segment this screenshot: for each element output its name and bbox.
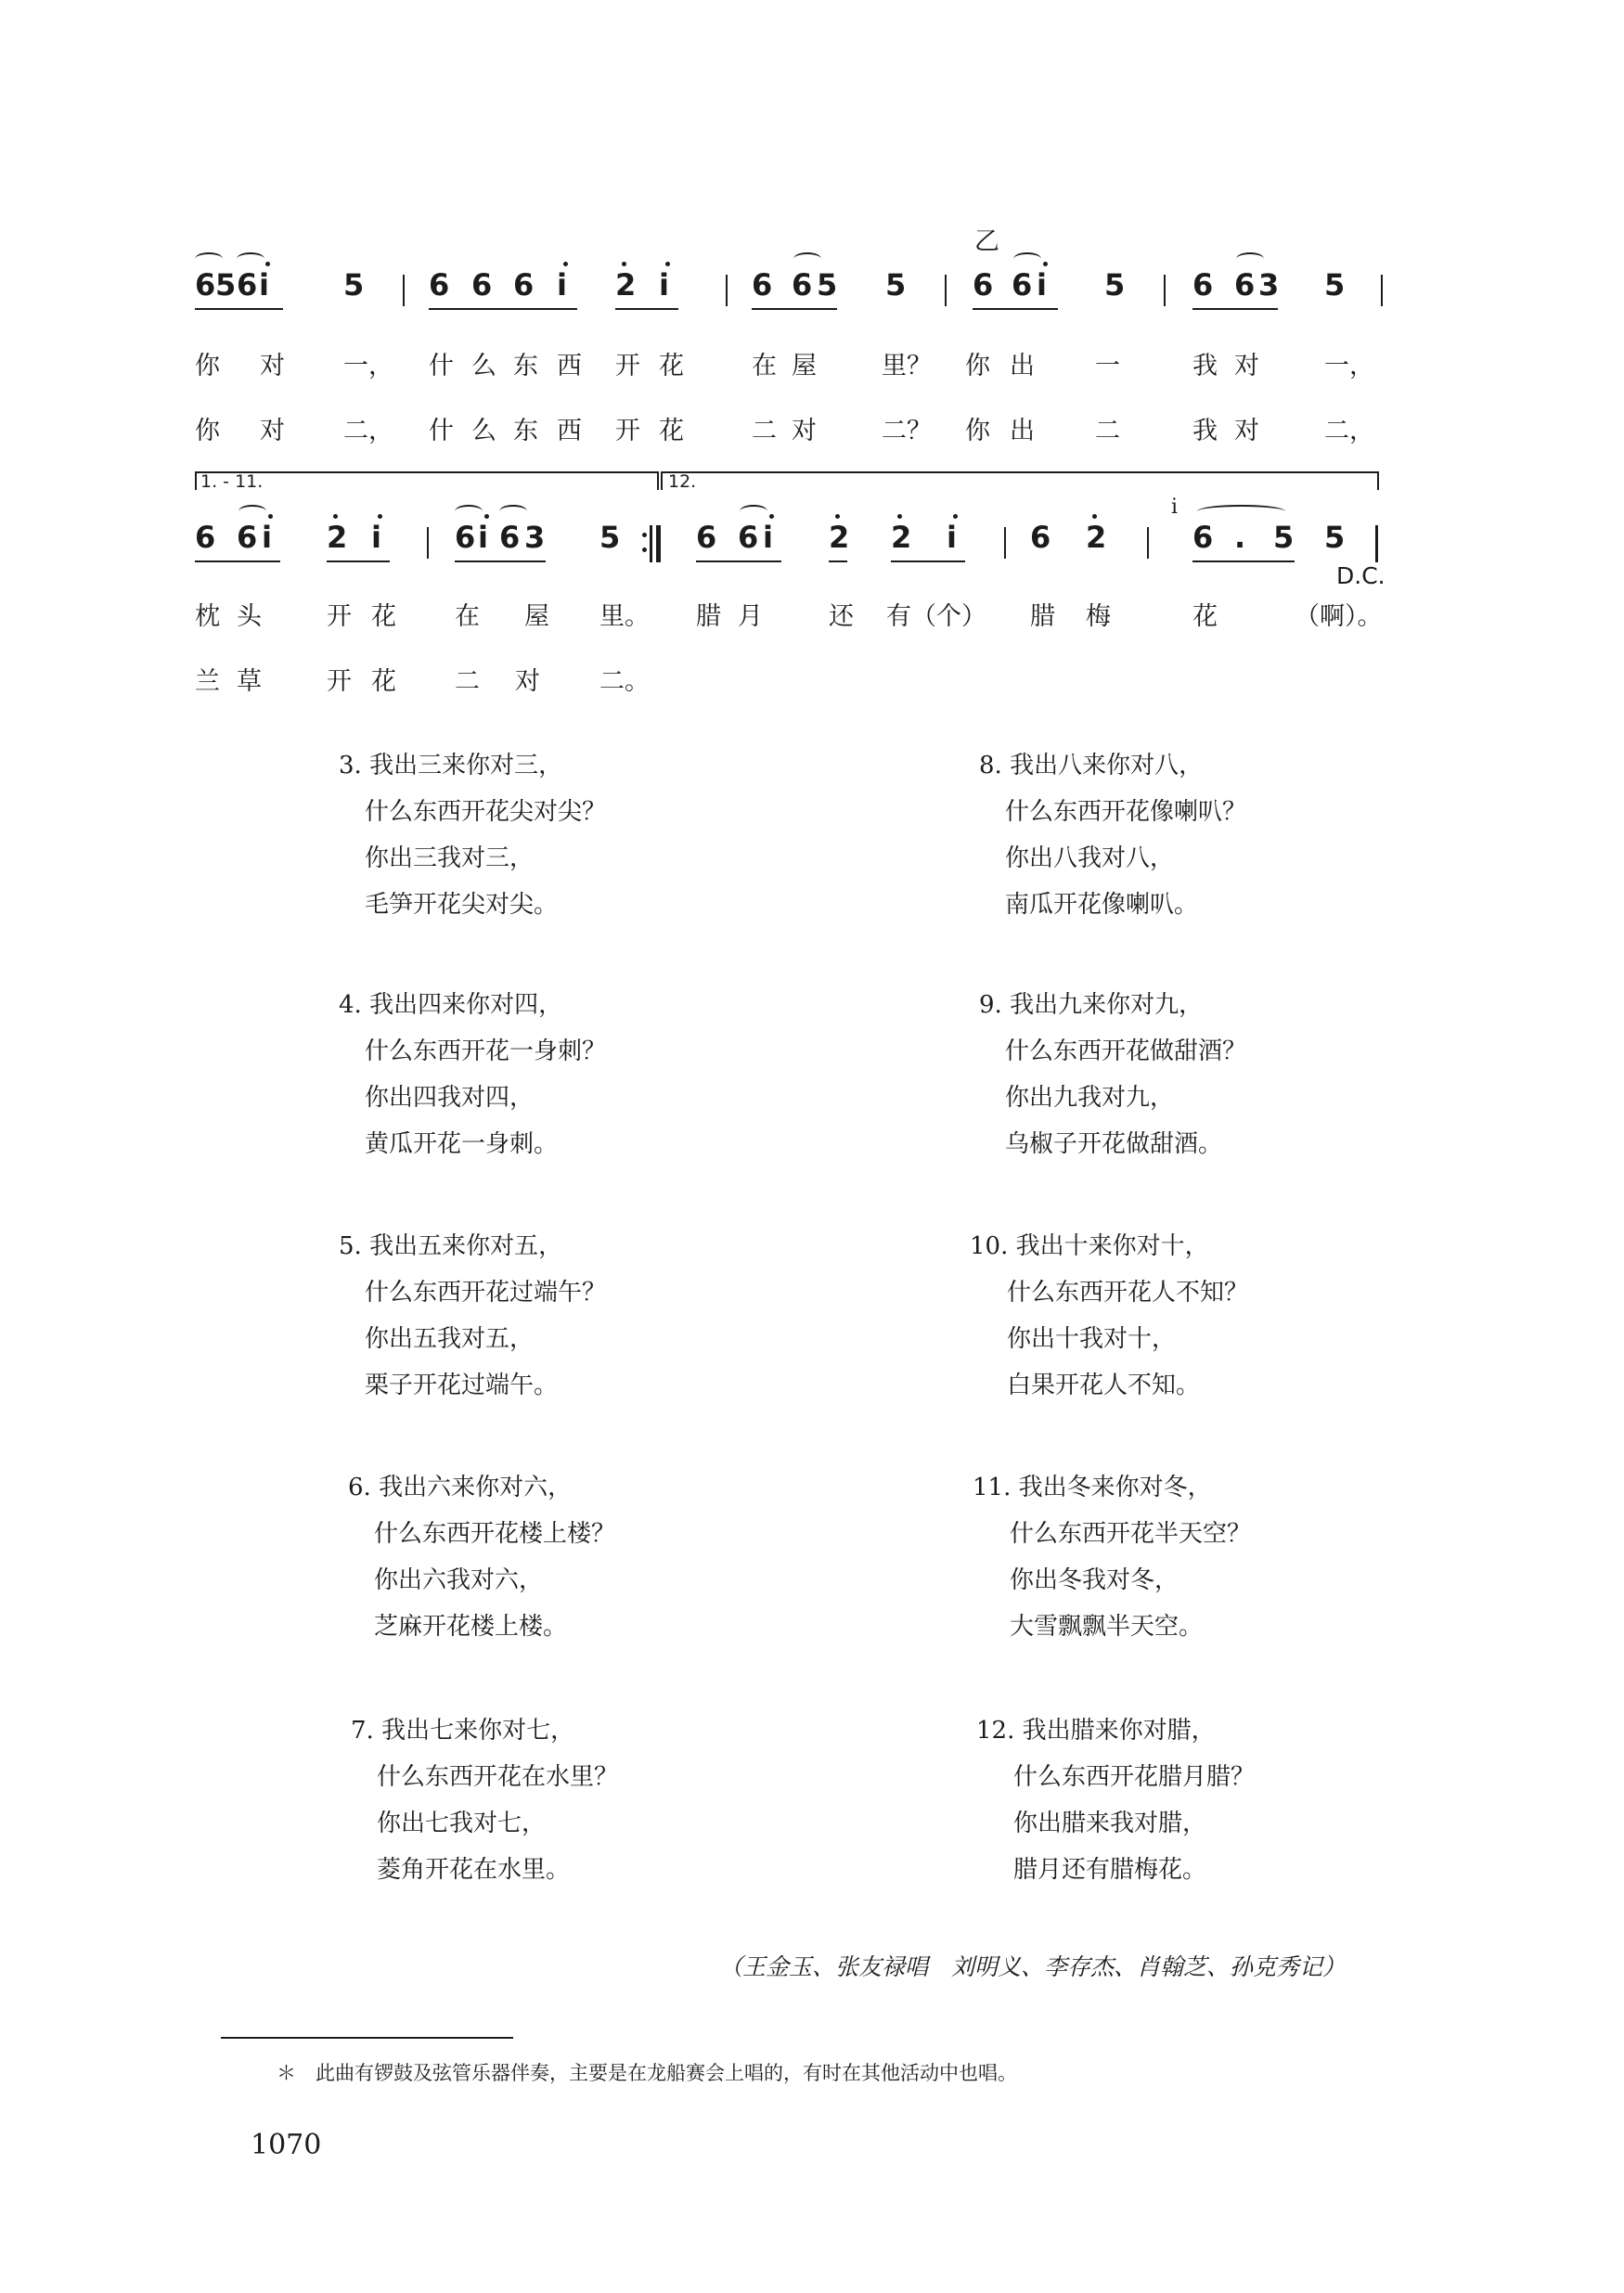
note: 6 (1012, 267, 1033, 303)
verse-line: 12. 我出腊来你对腊， (976, 1717, 1216, 1745)
note: 5 (1324, 267, 1346, 303)
lyric: 东 (513, 352, 538, 380)
barline (1381, 275, 1383, 306)
lyric: 花 (371, 667, 396, 696)
lyric: 花 (1192, 602, 1218, 631)
lyric: 腊 (1030, 602, 1055, 631)
lyric: 二， (1324, 417, 1374, 445)
verse-6 (348, 1464, 615, 1650)
beam-line (195, 560, 280, 562)
lyric: 对 (260, 352, 285, 380)
performer-credit: （王金玉、张友禄唱 刘明义、李存杰、肖翰芝、孙克秀记） (719, 1953, 1347, 1980)
repeat-dot (642, 533, 647, 537)
lyrics-line-2a (0, 596, 1624, 661)
lyric: （啊）。 (1295, 602, 1383, 631)
note: i (478, 520, 488, 555)
verse-line: 你出六我对六， (374, 1566, 544, 1594)
note: 2 (1086, 520, 1107, 555)
verse-line: 8. 我出八来你对八， (979, 752, 1204, 779)
note: 6 (195, 520, 216, 555)
lyric: 二？ (882, 417, 932, 445)
lyric: 兰 (195, 667, 220, 696)
note: i (1037, 267, 1047, 303)
verse-line: 你出八我对八， (1005, 844, 1175, 872)
note: 5 (599, 520, 621, 555)
slur (1013, 252, 1041, 265)
lyrics-line-2b (0, 661, 1624, 726)
slur (238, 505, 266, 518)
barline (945, 275, 947, 306)
lyric: 里。 (599, 602, 650, 631)
note: i (262, 520, 272, 555)
final-barline (1375, 525, 1378, 562)
verse-line: 10. 我出十来你对十， (970, 1232, 1209, 1260)
barline (1004, 527, 1006, 559)
lyric: 一， (1324, 352, 1374, 380)
lyric: 我 (1192, 352, 1218, 380)
score-line-1 (0, 227, 1624, 332)
verse-line: 4. 我出四来你对四， (339, 991, 563, 1019)
octave-dot (1092, 514, 1097, 519)
verse-line: 你出冬我对冬， (1010, 1566, 1179, 1594)
verse-line: 白果开花人不知。 (1007, 1372, 1201, 1399)
verse-line: 什么东西开花人不知？ (1007, 1279, 1249, 1307)
lyric: 出 (1010, 352, 1035, 380)
beam-line (1192, 560, 1295, 562)
verse-line: 你出三我对三， (365, 844, 535, 872)
beam-line (195, 308, 283, 310)
verse-line: 乌椒子开花做甜酒。 (1005, 1130, 1223, 1158)
barline (403, 275, 405, 306)
note: 3 (1258, 267, 1280, 303)
lyric: 枕 (195, 602, 220, 631)
verse-line: 6. 我出六来你对六， (348, 1474, 573, 1501)
verse-line: 栗子开花过端午。 (365, 1372, 559, 1399)
lyric: 头 (237, 602, 262, 631)
verse-line: 3. 我出三来你对三， (339, 752, 563, 779)
verse-line: 你出腊来我对腊， (1013, 1810, 1207, 1837)
lyric: 花 (371, 602, 396, 631)
lyric: 二 (455, 667, 480, 696)
lyric: 开 (615, 417, 640, 445)
grace-mark: i (1171, 496, 1179, 519)
verse-line: 什么东西开花尖对尖？ (365, 798, 607, 826)
repeat-dot (642, 547, 647, 552)
note: 6 (1234, 267, 1256, 303)
note: i (763, 520, 773, 555)
barline (726, 275, 728, 306)
slur (740, 505, 767, 518)
lyric: 么 (471, 352, 496, 380)
note: 5 (1324, 520, 1346, 555)
verse-3 (339, 742, 606, 928)
octave-dot (622, 262, 626, 266)
verse-line: 你出七我对七， (377, 1810, 547, 1837)
score-line-2 (0, 496, 1624, 589)
lyric: 对 (792, 417, 817, 445)
footnote-rule (221, 2037, 513, 2039)
note: 2 (829, 520, 850, 555)
octave-dot (333, 514, 338, 519)
lyric: 出 (1010, 417, 1035, 445)
lyric: 你 (195, 417, 220, 445)
page-number: 1070 (251, 2129, 322, 2161)
note: i (557, 267, 567, 303)
note: 5 (1273, 520, 1295, 555)
slur (455, 505, 483, 518)
lyric: 二 (1095, 417, 1120, 445)
note: 6 (1192, 520, 1214, 555)
verse-line: 腊月还有腊梅花。 (1013, 1856, 1207, 1884)
grace-mark: 乙 (974, 227, 999, 256)
octave-dot (1043, 262, 1048, 266)
octave-dot (769, 514, 774, 519)
verse-line: 什么东西开花过端午？ (365, 1279, 607, 1307)
note: 2 (615, 267, 637, 303)
note: 6 (513, 267, 535, 303)
octave-dot (265, 262, 270, 266)
verse-line: 什么东西开花腊月腊？ (1013, 1763, 1256, 1791)
repeat-end-thin (650, 525, 652, 562)
verse-5 (339, 1223, 606, 1409)
octave-dot (665, 262, 670, 266)
lyric: 还 (829, 602, 854, 631)
octave-dot (953, 514, 958, 519)
note: 6 (195, 267, 216, 303)
lyric: 开 (327, 602, 352, 631)
verse-line: 5. 我出五来你对五， (339, 1232, 563, 1260)
verse-line: 南瓜开花像喇叭。 (1005, 891, 1199, 919)
verse-line: 毛笋开花尖对尖。 (365, 891, 559, 919)
slur (195, 252, 223, 265)
verse-line: 黄瓜开花一身刺。 (365, 1130, 559, 1158)
lyric: 什 (429, 352, 454, 380)
lyric: 什 (429, 417, 454, 445)
note: i (947, 520, 957, 555)
ending-1-label: 1. - 11. (200, 471, 264, 492)
note: 2 (891, 520, 912, 555)
lyric: 花 (659, 352, 684, 380)
note: 3 (524, 520, 546, 555)
verse-line: 什么东西开花做甜酒？ (1005, 1037, 1247, 1065)
note: 6 (738, 520, 759, 555)
beam-line (891, 560, 965, 562)
lyric: 月 (738, 602, 763, 631)
note: 6 (455, 520, 476, 555)
note: 6 (237, 520, 258, 555)
note: 6 (752, 267, 773, 303)
note: 5 (1104, 267, 1126, 303)
lyric: 对 (1234, 417, 1259, 445)
octave-dot (835, 514, 840, 519)
lyric: 一 (1095, 352, 1120, 380)
lyrics-line-1a (0, 345, 1624, 410)
verse-line: 9. 我出九来你对九， (979, 991, 1204, 1019)
footnote: ＊ 此曲有锣鼓及弦管乐器伴奏，主要是在龙船赛会上唱的，有时在其他活动中也唱。 (277, 2062, 1017, 2084)
octave-dot (563, 262, 568, 266)
lyric: 腊 (696, 602, 721, 631)
lyric: 有（个） (886, 602, 986, 631)
note: 5 (215, 267, 237, 303)
verse-12 (976, 1707, 1255, 1893)
verse-line: 你出四我对四， (365, 1084, 535, 1112)
lyric: 梅 (1086, 602, 1111, 631)
lyric: 么 (471, 417, 496, 445)
lyric: 对 (260, 417, 285, 445)
note: 6 (499, 520, 521, 555)
lyric: 二。 (599, 667, 650, 696)
lyric: 开 (327, 667, 352, 696)
lyric: 里？ (882, 352, 932, 380)
note: 6 (1030, 520, 1051, 555)
lyric: 西 (557, 417, 582, 445)
verse-line: 你出十我对十， (1007, 1325, 1177, 1353)
verse-line: 什么东西开花半天空？ (1010, 1520, 1252, 1548)
verse-line: 大雪飘飘半天空。 (1010, 1613, 1204, 1641)
slur (1197, 505, 1285, 518)
repeat-end-thick (656, 525, 661, 562)
note: 6 (1192, 267, 1214, 303)
slur (1236, 252, 1264, 265)
beam-line (973, 308, 1058, 310)
lyric: 对 (1234, 352, 1259, 380)
note: i (259, 267, 269, 303)
slur (793, 252, 821, 265)
beam-line (1192, 308, 1278, 310)
lyric: 二 (752, 417, 777, 445)
lyric: 西 (557, 352, 582, 380)
note: i (659, 267, 669, 303)
lyric: 对 (515, 667, 540, 696)
verse-9 (979, 982, 1246, 1167)
octave-dot (897, 514, 902, 519)
lyric: 屋 (524, 602, 549, 631)
verse-line: 什么东西开花楼上楼？ (374, 1520, 616, 1548)
lyric: 你 (965, 417, 990, 445)
barline (427, 527, 429, 559)
verse-10 (970, 1223, 1248, 1409)
slur (499, 505, 527, 518)
beam-line (615, 308, 678, 310)
dc-marking: D.C. (1336, 562, 1386, 589)
verse-line: 什么东西开花在水里？ (377, 1763, 619, 1791)
lyric: 东 (513, 417, 538, 445)
note: 6 (471, 267, 493, 303)
verse-line: 芝麻开花楼上楼。 (374, 1613, 568, 1641)
verse-line: 7. 我出七来你对七， (351, 1717, 575, 1745)
barline (1164, 275, 1166, 306)
beam-line (455, 560, 546, 562)
lyric: 一， (343, 352, 393, 380)
octave-dot (484, 514, 489, 519)
lyric: 在 (752, 352, 777, 380)
lyric: 你 (195, 352, 220, 380)
ending-2-label: 12. (668, 471, 697, 492)
note: 6 (429, 267, 450, 303)
verse-line: 什么东西开花一身刺？ (365, 1037, 607, 1065)
verse-4 (339, 982, 606, 1167)
lyric: 我 (1192, 417, 1218, 445)
note: . (1234, 520, 1246, 555)
beam-line (696, 560, 781, 562)
barline (1147, 527, 1149, 559)
note: 6 (973, 267, 994, 303)
note: i (371, 520, 381, 555)
verse-line: 你出五我对五， (365, 1325, 535, 1353)
lyric: 屋 (792, 352, 817, 380)
verse-line: 菱角开花在水里。 (377, 1856, 571, 1884)
lyric: 你 (965, 352, 990, 380)
beam-line (829, 560, 847, 562)
lyric: 二， (343, 417, 393, 445)
verse-7 (351, 1707, 618, 1893)
verse-line: 什么东西开花像喇叭？ (1005, 798, 1247, 826)
beam-line (752, 308, 837, 310)
note: 2 (327, 520, 348, 555)
volta-bracket-2 (661, 471, 1379, 490)
note: 5 (343, 267, 365, 303)
verse-11 (973, 1464, 1251, 1650)
lyric: 草 (237, 667, 262, 696)
beam-line (429, 308, 577, 310)
octave-dot (378, 514, 382, 519)
octave-dot (268, 514, 273, 519)
note: 6 (237, 267, 258, 303)
beam-line (327, 560, 390, 562)
verse-line: 你出九我对九， (1005, 1084, 1175, 1112)
verse-line: 11. 我出冬来你对冬， (973, 1474, 1212, 1501)
lyric: 开 (615, 352, 640, 380)
lyrics-line-1b (0, 410, 1624, 475)
note: 6 (696, 520, 717, 555)
slur (237, 252, 264, 265)
note: 6 (792, 267, 813, 303)
volta-bracket-1 (195, 471, 659, 490)
note: 5 (885, 267, 907, 303)
note: 5 (817, 267, 838, 303)
verse-8 (979, 742, 1246, 928)
lyric: 在 (455, 602, 480, 631)
lyric: 花 (659, 417, 684, 445)
